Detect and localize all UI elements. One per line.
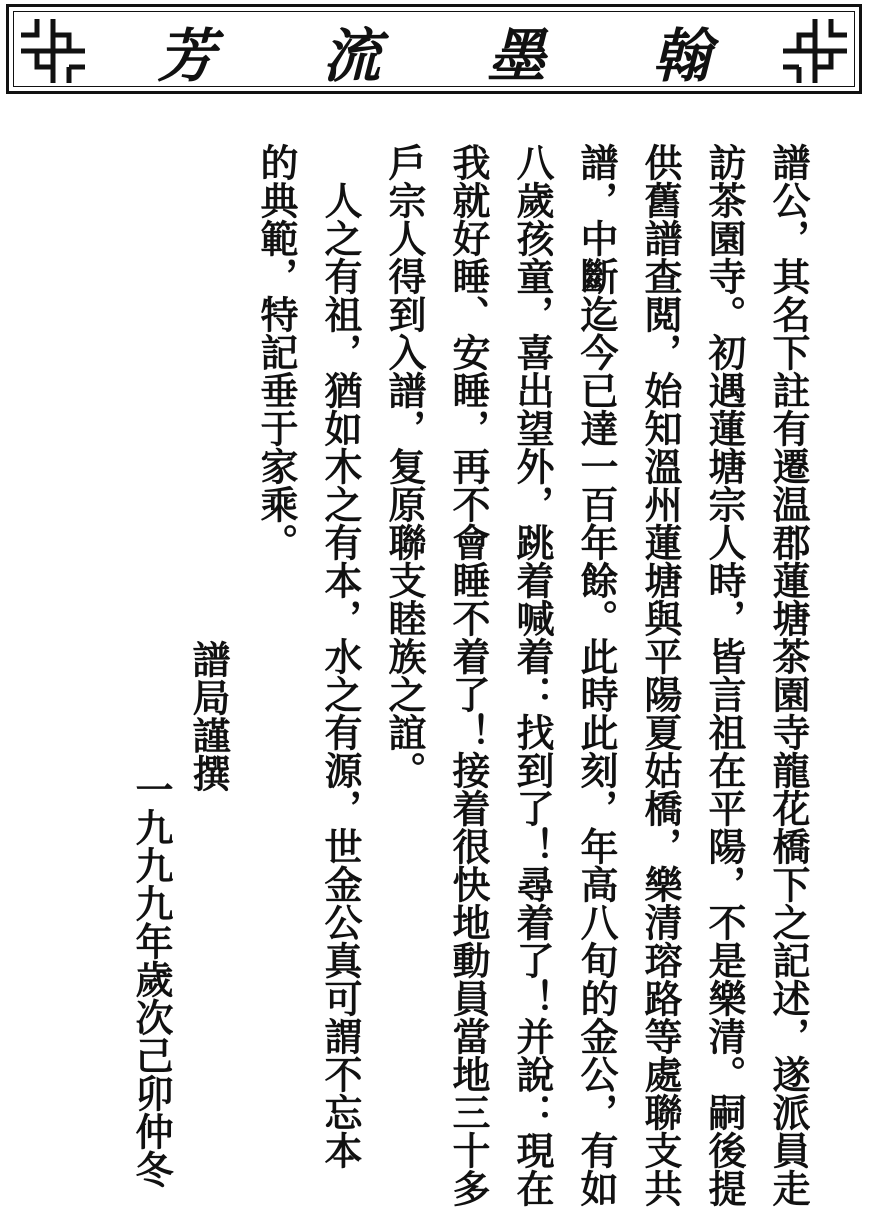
banner-title-char: 墨 — [487, 22, 546, 90]
text-column: 訪茶園寺。初遇蓮塘宗人時，皆言祖在平陽，不是樂清。嗣後提 — [702, 143, 747, 1207]
signature: 譜局謹撰 — [186, 640, 231, 792]
text-column: 的典範，特記垂于家乘。 — [254, 143, 299, 561]
fret-ornament-left-icon — [17, 15, 89, 87]
banner-title-char: 芳 — [157, 22, 216, 90]
date-line: 一九九九年歲次己卯仲冬 — [129, 770, 174, 1188]
header-banner — [6, 4, 862, 94]
text-column: 人之有祖，猶如木之有本，水之有源，世金公真可謂不忘本 — [318, 181, 363, 1169]
text-column: 譜公，其名下註有遷温郡蓮塘茶園寺龍花橋下之記述，遂派員走 — [766, 143, 811, 1207]
text-column: 八歲孩童，喜出望外，跳着喊着：找到了！尋着了！并說：現在 — [510, 143, 555, 1207]
banner-title — [104, 15, 764, 90]
text-column: 供舊譜查閲，始知溫州蓮塘與平陽夏姑橋，樂清瑢路等處聯支共 — [638, 143, 683, 1207]
banner-title-char: 翰 — [652, 22, 711, 90]
text-column: 譜，中斷迄今已達一百年餘。此時此刻，年高八旬的金公，有如 — [574, 143, 619, 1207]
text-column: 我就好睡、安睡，再不會睡不着了！接着很快地動員當地三十多 — [446, 143, 491, 1207]
banner-title-char: 流 — [322, 22, 381, 90]
fret-ornament-right-icon — [779, 15, 851, 87]
text-column: 戶宗人得到入譜，复原聯支睦族之誼。 — [382, 143, 427, 789]
